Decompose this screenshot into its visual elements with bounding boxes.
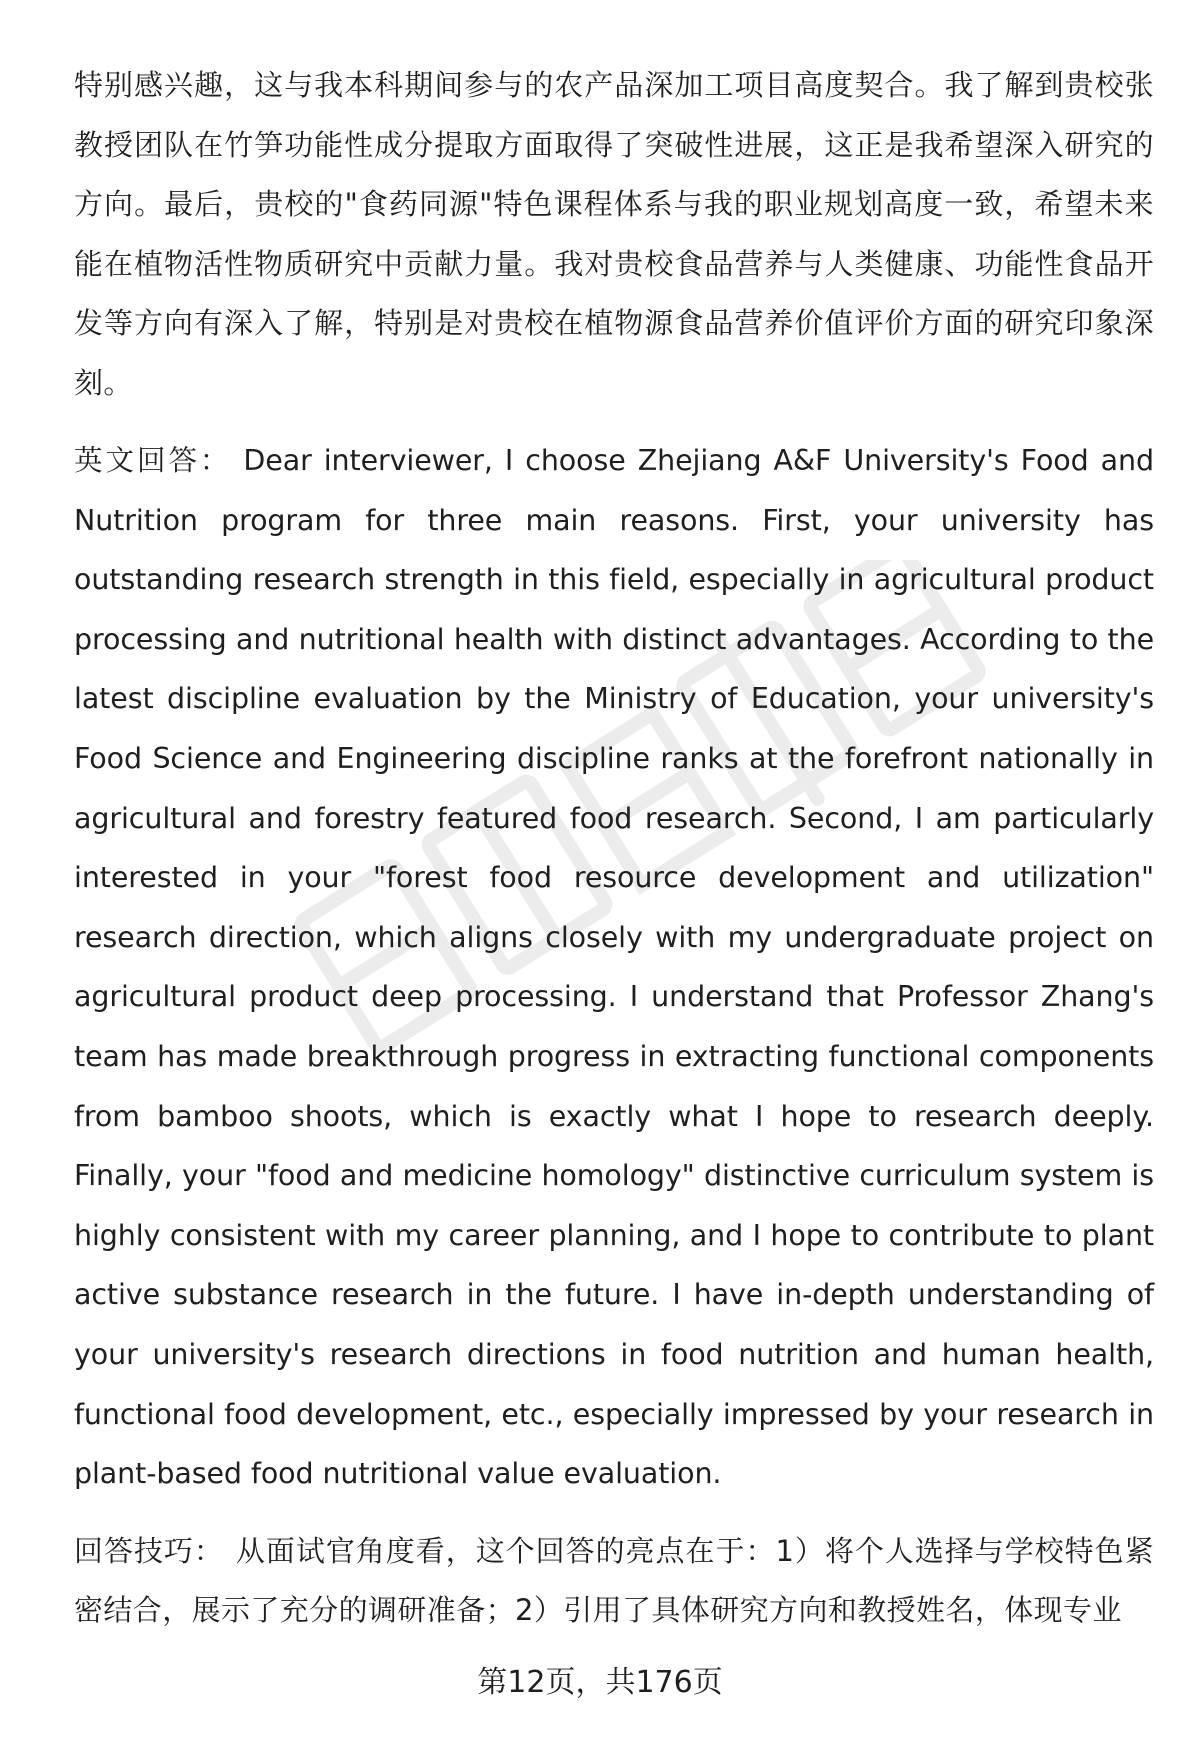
chinese-answer-paragraph: 特别感兴趣，这与我本科期间参与的农产品深加工项目高度契合。我了解到贵校张教授团队在竹笋功能性成分提取方面取得了突破性进展，这正是我希望深入研究的方向。最后，贵校的"食药同源"特色课程体系与我的职业规划高度一致，希望未来能在植物活性物质研究中贡献力量。我对贵校食品营养与人类健康、功能性食品开发等方向有深入了解，特别是对贵校在植物源食品营养价值评价方面的研究印象深刻。 xyxy=(74,68,1154,400)
english-answer-text: Dear interviewer, I choose Zhejiang A&F University's Food and Nutrition program for three main reasons. First, your university has outstanding research strength in this field, especially in agricultural product processing and nutritional health with distinct advantages. According to the latest discipline evaluation by the Ministry of Education, your university's Food Science and Engineering discipline ranks at the forefront nationally in agricultural and forestry featured food research. Second, I am particularly interested in your "forest food resource development and utilization" research direction, which aligns closely with my undergraduate project on agricultural product deep processing. I understand that Professor Zhang's team has made breakthrough progress in extracting functional components from bamboo shoots, which is exactly what I hope to research deeply. Finally, your "food and medicine homology" distinctive curriculum system is highly consistent with my career planning, and I hope to contribute to plant active substance research in the future. I have in-depth understanding of your university's research directions in food nutrition and human health, functional food development, etc., especially impressed by your research in plant-based food nutritional value evaluation. xyxy=(74,444,1154,1491)
english-answer-paragraph xyxy=(74,431,1154,1504)
answer-tips-text: 从面试官角度看，这个回答的亮点在于：1）将个人选择与学校特色紧密结合，展示了充分的调研准备；2）引用了具体研究方向和教授姓名，体现专业 xyxy=(74,1533,1154,1628)
document-content xyxy=(74,56,1154,1641)
page-number-footer: 第12页，共176页 xyxy=(477,1665,723,1700)
answer-tips-paragraph xyxy=(74,1522,1154,1641)
answer-tips-label: 回答技巧： xyxy=(74,1533,224,1568)
english-answer-label: 英文回答： xyxy=(74,444,232,477)
